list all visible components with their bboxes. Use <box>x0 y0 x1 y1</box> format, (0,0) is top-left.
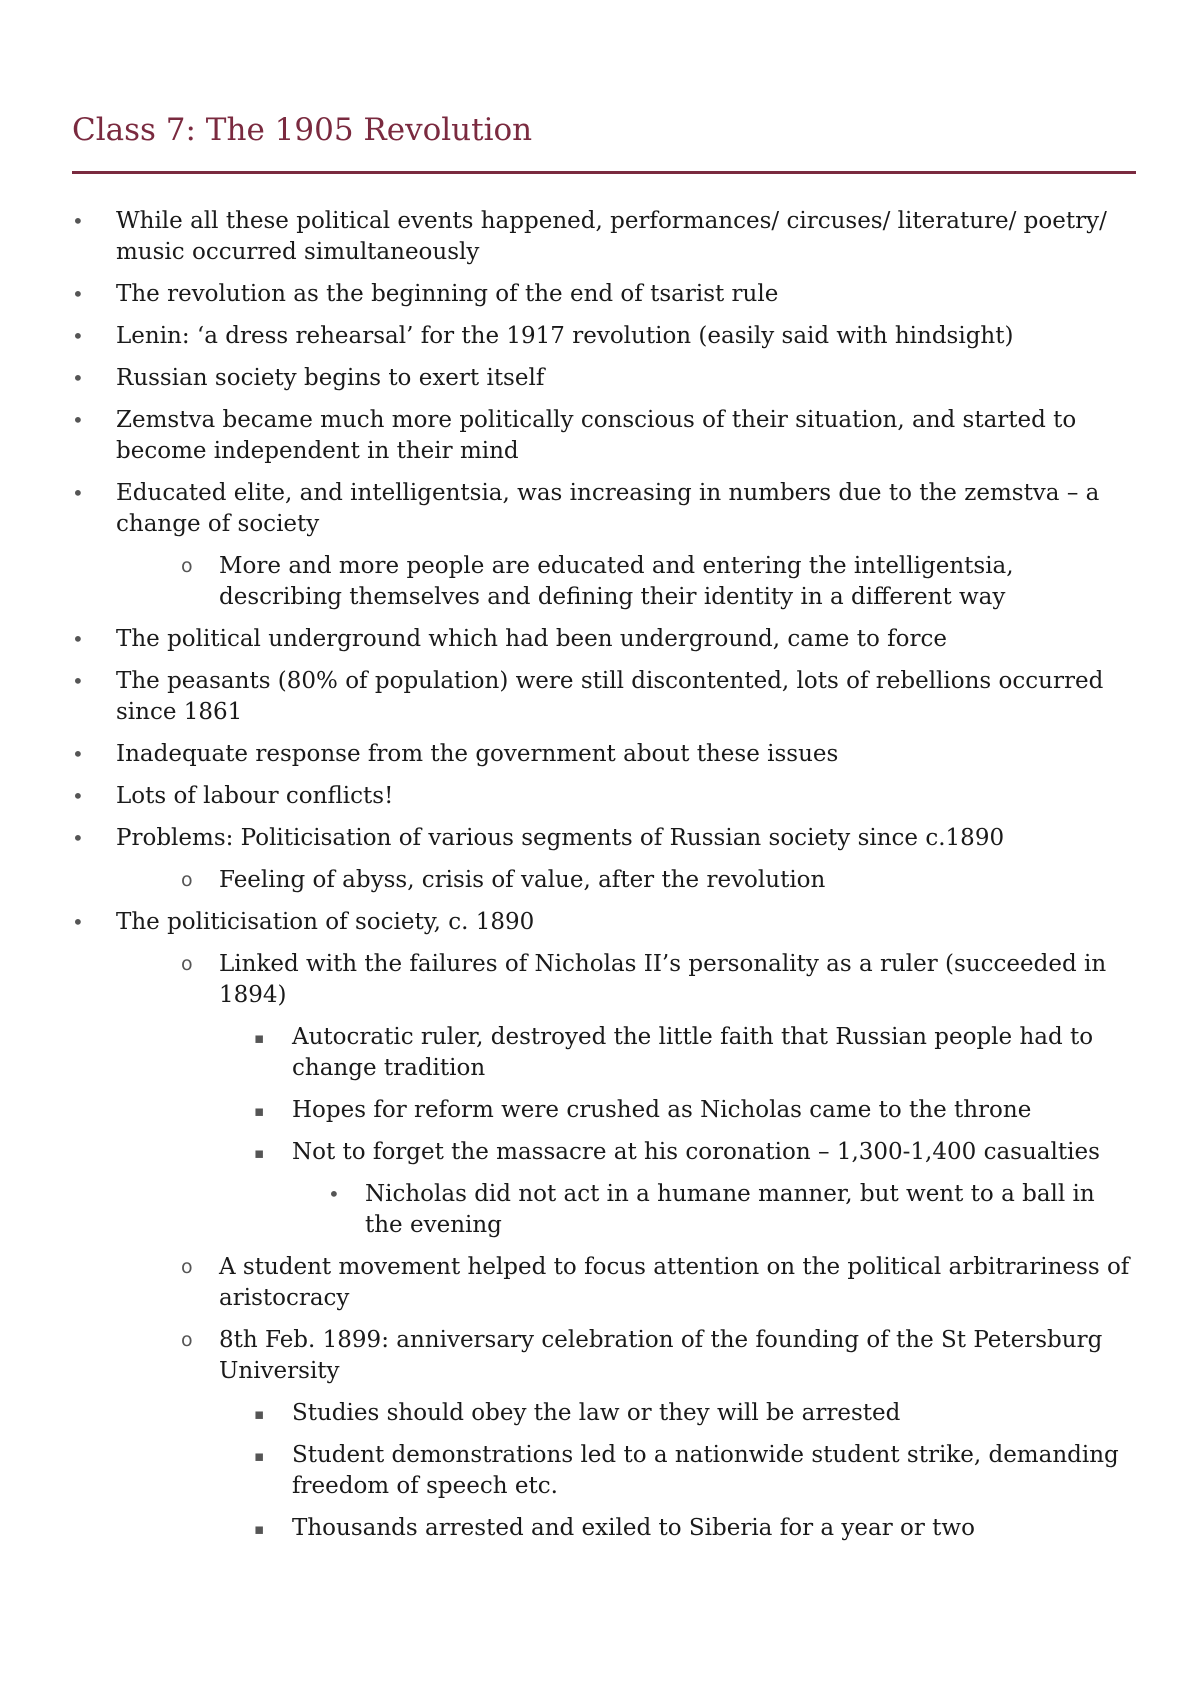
list-item <box>72 907 1136 938</box>
bullet-icon: o <box>181 1329 193 1352</box>
list-item-text: The politicisation of society, c. 1890 <box>116 909 535 936</box>
bullet-icon: • <box>72 282 84 307</box>
bullet-icon: • <box>72 209 84 234</box>
list-item-text: Student demonstrations led to a nationwide student strike, demanding freedom of speech etc. <box>292 1442 1119 1500</box>
list-item-text: Feeling of abyss, crisis of value, after the revolution <box>219 867 826 894</box>
list-item-text: Russian society begins to exert itself <box>116 365 545 392</box>
bullet-icon: • <box>72 669 84 694</box>
bullet-icon: ▪ <box>254 1029 265 1048</box>
bullet-icon: • <box>72 742 84 767</box>
list-item-text: The revolution as the beginning of the end of tsarist rule <box>116 281 779 308</box>
bullet-icon: • <box>72 826 84 851</box>
bullet-icon: ▪ <box>254 1447 265 1466</box>
bullet-icon: o <box>181 555 193 578</box>
bullet-icon: • <box>72 481 84 506</box>
bullet-icon: • <box>72 366 84 391</box>
bullet-icon: o <box>181 869 193 892</box>
bullet-icon: ▪ <box>254 1520 265 1539</box>
list-item <box>72 1095 1136 1126</box>
list-item <box>72 1022 1136 1084</box>
list-item-text: Autocratic ruler, destroyed the little faith that Russian people had to change tradition <box>292 1024 1094 1082</box>
list-item-text: The peasants (80% of population) were still discontented, lots of rebellions occurred since 1861 <box>116 668 1104 726</box>
list-item-text: Zemstva became much more politically conscious of their situation, and started to become independent in their mind <box>116 407 1077 465</box>
list-item-text: Studies should obey the law or they will be arrested <box>292 1400 901 1427</box>
list-item-text: Inadequate response from the government about these issues <box>116 741 839 768</box>
list-item <box>72 405 1136 467</box>
document-page <box>72 112 1136 1555</box>
list-item <box>72 1252 1136 1314</box>
list-item-text: Nicholas did not act in a humane manner, but went to a ball in the evening <box>365 1181 1095 1239</box>
list-item-text: Not to forget the massacre at his coronation – 1,300-1,400 casualties <box>292 1139 1100 1166</box>
list-item <box>72 1440 1136 1502</box>
bullet-icon: o <box>181 953 193 976</box>
list-item <box>72 823 1136 854</box>
list-item-text: 8th Feb. 1899: anniversary celebration of the founding of the St Petersburg University <box>219 1327 1103 1385</box>
list-item <box>72 666 1136 728</box>
bullet-icon: • <box>72 408 84 433</box>
list-item <box>72 1137 1136 1168</box>
list-item <box>72 478 1136 540</box>
bullet-icon: ▪ <box>254 1405 265 1424</box>
list-item-text: The political underground which had been underground, came to force <box>116 626 947 653</box>
list-item <box>72 279 1136 310</box>
bullet-icon: • <box>72 324 84 349</box>
list-item <box>72 1513 1136 1544</box>
title-divider <box>72 171 1136 174</box>
list-item <box>72 1398 1136 1429</box>
list-item-text: Lenin: ‘a dress rehearsal’ for the 1917 revolution (easily said with hindsight) <box>116 323 1014 350</box>
list-item <box>72 1179 1136 1241</box>
bullet-icon: • <box>72 910 84 935</box>
list-item <box>72 321 1136 352</box>
list-item-text: Educated elite, and intelligentsia, was increasing in numbers due to the zemstva – a change of society <box>116 480 1100 538</box>
list-item-text: A student movement helped to focus attention on the political arbitrariness of aristocracy <box>219 1254 1130 1312</box>
bullet-icon: • <box>328 1182 340 1207</box>
document-title: Class 7: The 1905 Revolution <box>72 112 533 148</box>
bullet-icon: ▪ <box>254 1102 265 1121</box>
list-item-text: Thousands arrested and exiled to Siberia for a year or two <box>292 1515 975 1542</box>
list-item <box>72 781 1136 812</box>
list-item <box>72 206 1136 268</box>
list-item-text: More and more people are educated and entering the intelligentsia, describing themselves and defining their identity in a different way <box>219 553 1014 611</box>
bullet-icon: • <box>72 784 84 809</box>
bullet-icon: o <box>181 1256 193 1279</box>
bullet-icon: • <box>72 627 84 652</box>
list-item <box>72 363 1136 394</box>
bullet-icon: ▪ <box>254 1144 265 1163</box>
list-item-text: Lots of labour conflicts! <box>116 783 394 810</box>
list-item <box>72 949 1136 1011</box>
list-item-text: While all these political events happened, performances/ circuses/ literature/ poetry/ music occurred simultaneously <box>116 208 1107 266</box>
list-item <box>72 1325 1136 1387</box>
list-item-text: Hopes for reform were crushed as Nicholas came to the throne <box>292 1097 1032 1124</box>
list-item <box>72 624 1136 655</box>
notes-list <box>72 206 1136 1544</box>
list-item <box>72 865 1136 896</box>
list-item-text: Problems: Politicisation of various segments of Russian society since c.1890 <box>116 825 1005 852</box>
list-item-text: Linked with the failures of Nicholas II’s personality as a ruler (succeeded in 1894) <box>219 951 1107 1009</box>
list-item <box>72 739 1136 770</box>
list-item <box>72 551 1136 613</box>
